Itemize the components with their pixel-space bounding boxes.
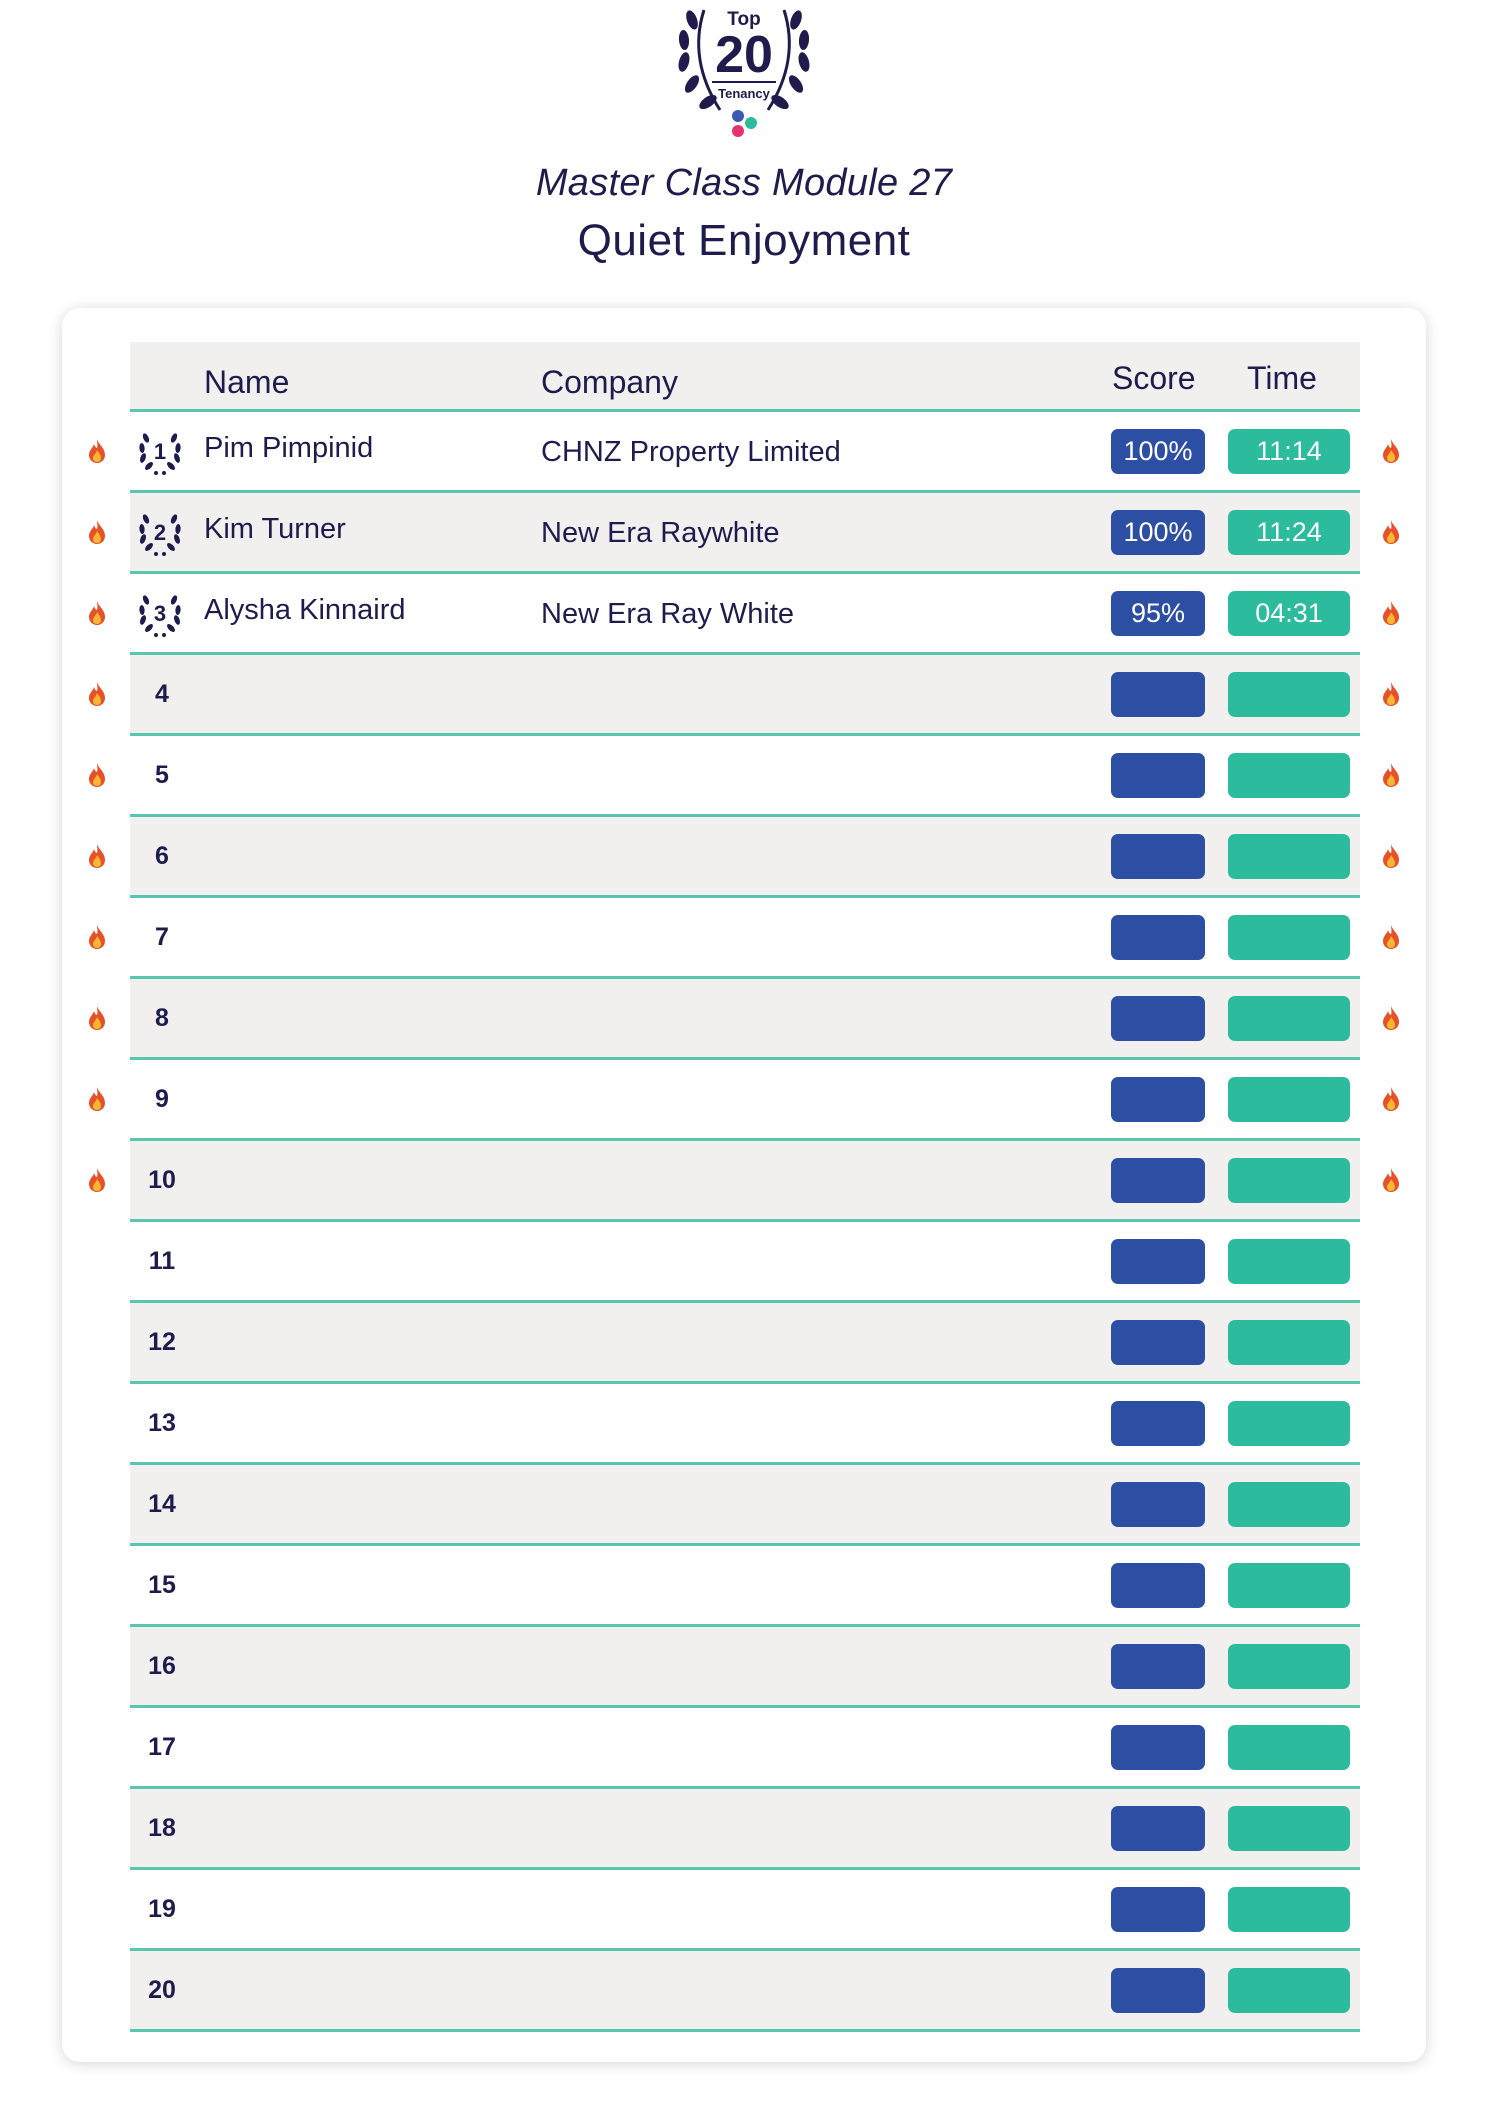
rank-number: 19 <box>148 1894 176 1923</box>
table-row <box>130 1708 1360 1789</box>
time-badge <box>1228 672 1350 717</box>
rank-cell <box>130 1222 194 1300</box>
table-row <box>130 979 1360 1060</box>
top-20-tenancy-logo <box>664 0 824 145</box>
score-badge <box>1111 1968 1205 2013</box>
table-row <box>130 1141 1360 1222</box>
table-row <box>130 412 1360 493</box>
rank-number: 8 <box>155 1003 169 1032</box>
table-row <box>130 1222 1360 1303</box>
fire-icon <box>1380 681 1402 707</box>
medal-rank-number: 1 <box>153 439 167 464</box>
rank-number: 10 <box>148 1165 176 1194</box>
table-row <box>130 574 1360 655</box>
table-row <box>130 655 1360 736</box>
rank-number: 12 <box>148 1327 176 1356</box>
rank-number: 7 <box>155 922 169 951</box>
fire-icon <box>86 1167 108 1193</box>
fire-icon <box>1380 843 1402 869</box>
column-header-score: Score <box>1112 360 1196 396</box>
participant-company: New Era Raywhite <box>541 517 780 549</box>
table-row <box>130 736 1360 817</box>
score-badge: 100% <box>1111 429 1205 474</box>
rank-cell <box>130 736 194 814</box>
rank-cell <box>130 412 194 490</box>
fire-icon <box>86 519 108 545</box>
fire-icon <box>86 600 108 626</box>
leaderboard-card <box>62 308 1426 2062</box>
column-header-company: Company <box>541 364 678 400</box>
laurel-medal-icon <box>134 426 186 476</box>
rank-number: 16 <box>148 1651 176 1680</box>
time-badge <box>1228 915 1350 960</box>
time-badge <box>1228 753 1350 798</box>
fire-icon <box>86 681 108 707</box>
table-row <box>130 1384 1360 1465</box>
rank-number: 20 <box>148 1975 176 2004</box>
time-badge <box>1228 1320 1350 1365</box>
fire-icon <box>86 843 108 869</box>
score-badge <box>1111 1887 1205 1932</box>
participant-name: Pim Pimpinid <box>204 432 374 464</box>
rank-number: 5 <box>155 760 169 789</box>
table-row <box>130 1060 1360 1141</box>
time-badge: 11:24 <box>1228 510 1350 555</box>
time-badge <box>1228 1482 1350 1527</box>
score-badge <box>1111 672 1205 717</box>
fire-icon <box>86 924 108 950</box>
rank-cell <box>130 1708 194 1786</box>
time-badge <box>1228 1725 1350 1770</box>
participant-name: Alysha Kinnaird <box>204 594 406 626</box>
fire-icon <box>1380 924 1402 950</box>
score-badge <box>1111 1482 1205 1527</box>
time-badge <box>1228 1239 1350 1284</box>
rank-cell <box>130 574 194 652</box>
time-badge <box>1228 996 1350 1041</box>
time-badge <box>1228 1077 1350 1122</box>
fire-icon <box>1380 600 1402 626</box>
fire-icon <box>1380 1086 1402 1112</box>
table-row <box>130 1870 1360 1951</box>
rank-cell <box>130 817 194 895</box>
table-row <box>130 1789 1360 1870</box>
leaderboard-table <box>130 342 1360 2032</box>
module-subtitle: Master Class Module 27 <box>535 162 953 204</box>
rank-cell <box>130 1627 194 1705</box>
score-badge <box>1111 996 1205 1041</box>
table-header <box>130 342 1360 412</box>
rank-number: 15 <box>148 1570 176 1599</box>
fire-icon <box>1380 519 1402 545</box>
rank-cell <box>130 1870 194 1948</box>
rank-number: 18 <box>148 1813 176 1842</box>
table-row <box>130 1303 1360 1384</box>
fire-icon <box>86 1005 108 1031</box>
time-badge: 11:14 <box>1228 429 1350 474</box>
rank-number: 6 <box>155 841 169 870</box>
time-badge <box>1228 1644 1350 1689</box>
time-badge <box>1228 1806 1350 1851</box>
score-badge: 100% <box>1111 510 1205 555</box>
participant-company: New Era Ray White <box>541 598 795 630</box>
table-row <box>130 1627 1360 1708</box>
time-badge <box>1228 1158 1350 1203</box>
rank-number: 17 <box>148 1732 176 1761</box>
rank-cell <box>130 493 194 571</box>
fire-icon <box>86 762 108 788</box>
score-badge <box>1111 1239 1205 1284</box>
rank-number: 9 <box>155 1084 169 1113</box>
table-row <box>130 1546 1360 1627</box>
table-row <box>130 817 1360 898</box>
score-badge: 95% <box>1111 591 1205 636</box>
rank-cell <box>130 1141 194 1219</box>
fire-icon <box>1380 438 1402 464</box>
rank-number: 11 <box>148 1246 176 1275</box>
medal-rank-number: 3 <box>153 601 167 626</box>
rank-number: 4 <box>155 679 169 708</box>
fire-icon <box>86 438 108 464</box>
medal-rank-number: 2 <box>153 520 167 545</box>
fire-icon <box>1380 1167 1402 1193</box>
table-row <box>130 493 1360 574</box>
page-title: Quiet Enjoyment <box>577 216 911 265</box>
fire-icon <box>1380 1005 1402 1031</box>
table-row <box>130 1465 1360 1546</box>
column-header-time: Time <box>1247 360 1317 396</box>
rank-cell <box>130 1303 194 1381</box>
participant-company: CHNZ Property Limited <box>541 436 841 468</box>
logo-bottom-text: Tenancy <box>718 86 770 101</box>
score-badge <box>1111 1563 1205 1608</box>
rank-cell <box>130 1465 194 1543</box>
time-badge <box>1228 1401 1350 1446</box>
score-badge <box>1111 1725 1205 1770</box>
fire-icon <box>86 1086 108 1112</box>
rank-cell <box>130 1060 194 1138</box>
score-badge <box>1111 1158 1205 1203</box>
laurel-medal-icon <box>134 588 186 638</box>
score-badge <box>1111 1320 1205 1365</box>
rank-cell <box>130 1384 194 1462</box>
logo-top-text: Top <box>727 9 761 30</box>
participant-name: Kim Turner <box>204 513 346 545</box>
time-badge: 04:31 <box>1228 591 1350 636</box>
score-badge <box>1111 753 1205 798</box>
rank-cell <box>130 1546 194 1624</box>
score-badge <box>1111 915 1205 960</box>
rank-cell <box>130 655 194 733</box>
table-row <box>130 898 1360 979</box>
rank-cell <box>130 979 194 1057</box>
rank-cell <box>130 1951 194 2029</box>
rank-cell <box>130 1789 194 1867</box>
rank-cell <box>130 898 194 976</box>
score-badge <box>1111 1806 1205 1851</box>
rank-number: 13 <box>148 1408 176 1437</box>
score-badge <box>1111 1644 1205 1689</box>
score-badge <box>1111 1077 1205 1122</box>
rank-number: 14 <box>148 1489 176 1518</box>
time-badge <box>1228 1968 1350 2013</box>
time-badge <box>1228 834 1350 879</box>
time-badge <box>1228 1563 1350 1608</box>
column-header-name: Name <box>204 364 290 400</box>
table-row <box>130 1951 1360 2032</box>
logo-number-text: 20 <box>715 26 773 84</box>
score-badge <box>1111 1401 1205 1446</box>
time-badge <box>1228 1887 1350 1932</box>
fire-icon <box>1380 762 1402 788</box>
laurel-medal-icon <box>134 507 186 557</box>
score-badge <box>1111 834 1205 879</box>
